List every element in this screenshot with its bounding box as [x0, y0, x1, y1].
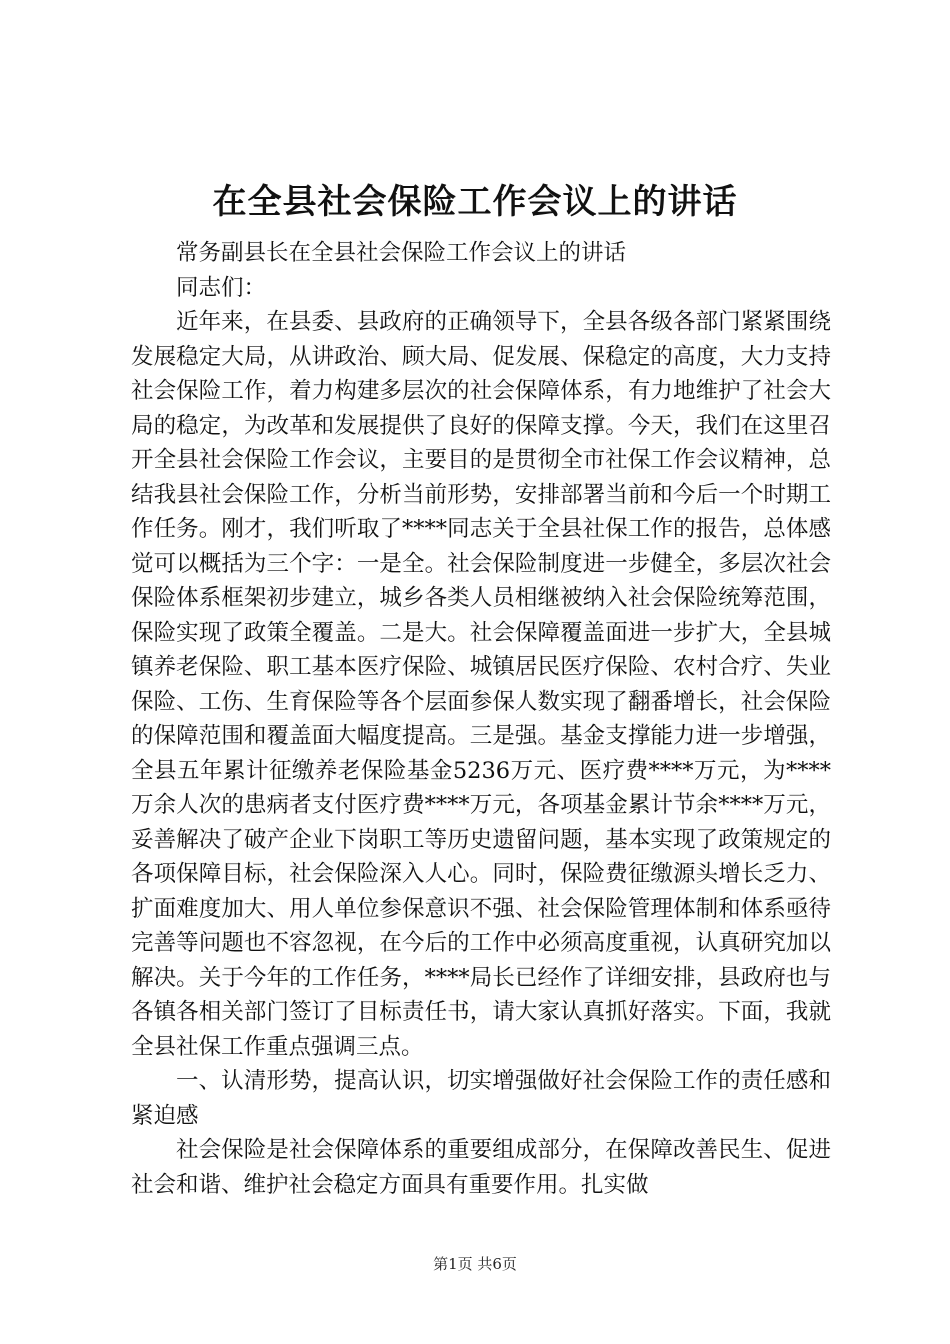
document-title: 在全县社会保险工作会议上的讲话	[212, 182, 738, 222]
salutation: 同志们：	[176, 274, 267, 301]
body-paragraph: 近年来，在县委、县政府的正确领导下，全县各级各部门紧紧围绕发展稳定大局，从讲政治、顾大局、促发展、保稳定的高度，大力支持社会保险工作，着力构建多层次的社会保障体系，有力地维护了社会大局的稳定，为改革和发展提供了良好的保障支撑。今天，我们在这里召开全县社会保险工作会议，主要目的是贯彻全市社保工作会议精神，总结我县社会保险工作，分析当前形势，安排部署当前和今后一个时期工作任务。刚才，我们听取了****同志关于全县社保工作的报告，总体感觉可以概括为三个字：一是全。社会保险制度进一步健全，多层次社会保险体系框架初步建立，城乡各类人员相继被纳入社会保险统筹范围，保险实现了政策全覆盖。二是大。社会保障覆盖面进一步扩大，全县城镇养老保险、职工基本医疗保险、城镇居民医疗保险、农村合疗、失业保险、工伤、生育保险等各个层面参保人数实现了翻番增长，社会保险的保障范围和覆盖面大幅度提高。三是强。基金支撑能力进一步增强，全县五年累计征缴养老保险基金5236万元、医疗费****万元，为****万余人次的患病者支付医疗费****万元，各项基金累计节余****万元，妥善解决了破产企业下岗职工等历史遗留问题，基本实现了政策规定的各项保障目标，社会保险深入人心。同时，保险费征缴源头增长乏力、扩面难度加大、用人单位参保意识不强、社会保险管理体制和体系亟待完善等问题也不容忽视，在今后的工作中必须高度重视，认真研究加以解决。关于今年的工作任务，****局长已经作了详细安排，县政府也与各镇各相关部门签订了目标责任书，请大家认真抓好落实。下面，我就全县社保工作重点强调三点。	[131, 309, 831, 1060]
body-paragraph: 社会保险是社会保障体系的重要组成部分，在保障改善民生、促进社会和谐、维护社会稳定方面具有重要作用。扎实做	[131, 1137, 831, 1198]
section-heading: 一、认清形势，提高认识，切实增强做好社会保险工作的责任感和紧迫感	[131, 1068, 831, 1129]
page-number-footer: 第1页 共6页	[433, 1255, 517, 1273]
speaker-line: 常务副县长在全县社会保险工作会议上的讲话	[176, 240, 627, 266]
document-body	[131, 236, 831, 1202]
